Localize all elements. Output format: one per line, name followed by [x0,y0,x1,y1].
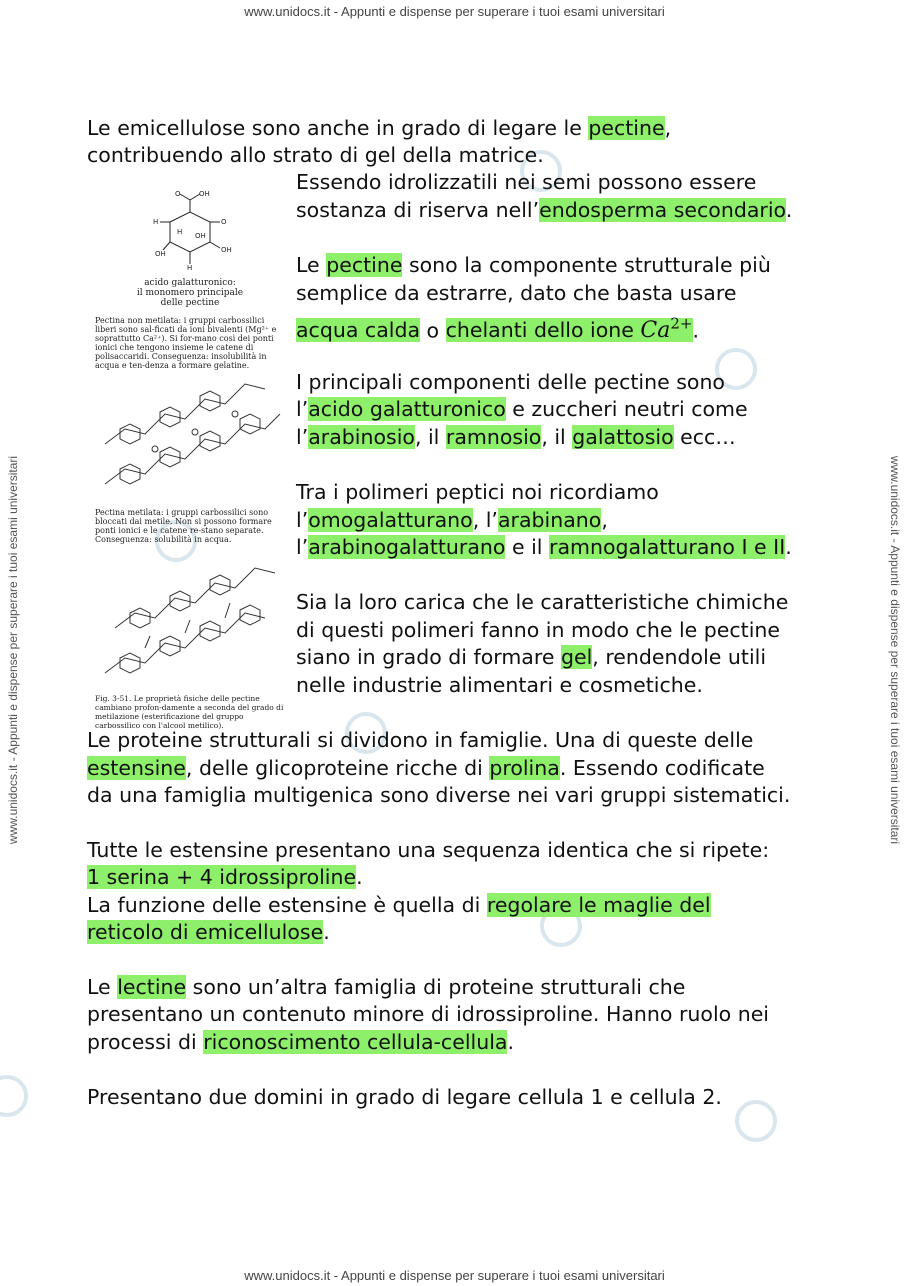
galacturonic-acid-structure-icon [95,190,285,270]
svg-text:H: H [177,228,183,236]
paragraph-line: Essendo idrolizzatili nei semi possono essere [296,170,757,194]
paragraph-line: I principali componenti delle pectine sono [296,370,725,394]
paragraph-line: semplice da estrarre, dato che basta usare [296,281,737,305]
footer-watermark: www.unidocs.it - Appunti e dispense per superare i tuoi esami universitari [244,1268,665,1283]
paragraph-line: Tra i polimeri peptici noi ricordiamo [296,480,659,504]
header-watermark: www.unidocs.it - Appunti e dispense per superare i tuoi esami universitari [244,4,665,19]
paragraph-line: l’acido galatturonico e zuccheri neutri come [296,397,748,421]
watermark-logo-icon [735,1100,777,1142]
monomer-caption: acido galatturonico: il monomero principale delle pectine [136,278,244,308]
paragraph-line: l’arabinogalatturano e il ramnogalatturano I e II. [296,535,792,559]
paragraph-line: di questi polimeri fanno in modo che le pectine [296,618,781,642]
svg-text:OH: OH [199,190,210,198]
methylated-caption: Pectina metilata: i gruppi carbossilici sono bloccati dai metile. Non si possono formare ponti ionici e le catene re-stano separate. Conseguenza: solubilità in acqua. [95,508,272,544]
paragraph-line: Le lectine sono un’altra famiglia di proteine strutturali che [87,975,686,999]
paragraph-line: reticolo di emicellulose. [87,920,330,944]
pectin-figure [95,190,285,730]
paragraph-line: 1 serina + 4 idrossiproline. [87,865,363,889]
paragraph-line: sostanza di riserva nell’endosperma secondario. [296,198,793,222]
svg-text:O: O [175,190,181,198]
paragraph-line: nelle industrie alimentari e cosmetiche. [296,673,703,697]
paragraph-line: siano in grado di formare gel, rendendole utili [296,645,767,669]
svg-text:OH: OH [195,232,206,240]
paragraph-line: La funzione delle estensine è quella di regolare le maglie del [87,893,711,917]
paragraph-line: l’omogalatturano, l’arabinano, [296,508,608,532]
paragraph-line: Le proteine strutturali si dividono in famiglie. Una di queste delle [87,728,754,752]
pectin-chains-ionic-bridges-illustration [95,374,285,504]
paragraph-line: Presentano due domini in grado di legare cellula 1 e cellula 2. [87,1085,722,1109]
paragraph-line: Tutte le estensine presentano una sequenza identica che si ripete: [87,838,770,862]
non-methylated-caption: Pectina non metilata: i gruppi carbossilici liberi sono sal-ficati da ioni bivalenti (Mg²⁺ e soprattutto Ca²⁺). Si for-mano così dei ponti ionici che tengono insieme le catene di polisaccaridi. Conseguenza: insolubilità in acqua e ten-denza a formare gelatine. [95,316,277,370]
paragraph-line: processi di riconoscimento cellula-cellula. [87,1030,514,1054]
methylated-pectin-chains-illustration [95,548,285,688]
paragraph-line: contribuendo allo strato di gel della matrice. [87,143,544,167]
watermark-logo-icon [0,1075,28,1117]
left-side-watermark: www.unidocs.it - Appunti e dispense per superare i tuoi esami universitari [6,455,20,845]
paragraph-line: da una famiglia multigenica sono diverse nei vari gruppi sistematici. [87,783,791,807]
paragraph-line: Le pectine sono la componente strutturale più [296,253,771,277]
paragraph-line: Sia la loro carica che le caratteristiche chimiche [296,590,789,614]
paragraph-line: acqua calda o chelanti dello ione $Ca^{2+}$. [296,315,700,344]
paragraph-line: Le emicellulose sono anche in grado di legare le pectine, [87,116,672,140]
right-side-watermark: www.unidocs.it - Appunti e dispense per superare i tuoi esami universitari [888,455,902,845]
paragraph-line: estensine, delle glicoproteine ricche di prolina. Essendo codificate [87,756,765,780]
svg-text:OH: OH [155,250,166,258]
svg-text:H: H [153,218,159,226]
paragraph-line: l’arabinosio, il ramnosio, il galattosio ecc… [296,425,736,449]
svg-text:H: H [187,264,193,270]
paragraph-line: presentano un contenuto minore di idrossiproline. Hanno ruolo nei [87,1002,769,1026]
svg-text:OH: OH [221,246,232,254]
figure-caption: Fig. 3-51. Le proprietà fisiche delle pectine cambiano profon-damente a seconda del grado di metilazione (esterificazione del gruppo carbossilico con l'alcool metilico). [95,694,284,730]
svg-text:O: O [221,218,227,226]
